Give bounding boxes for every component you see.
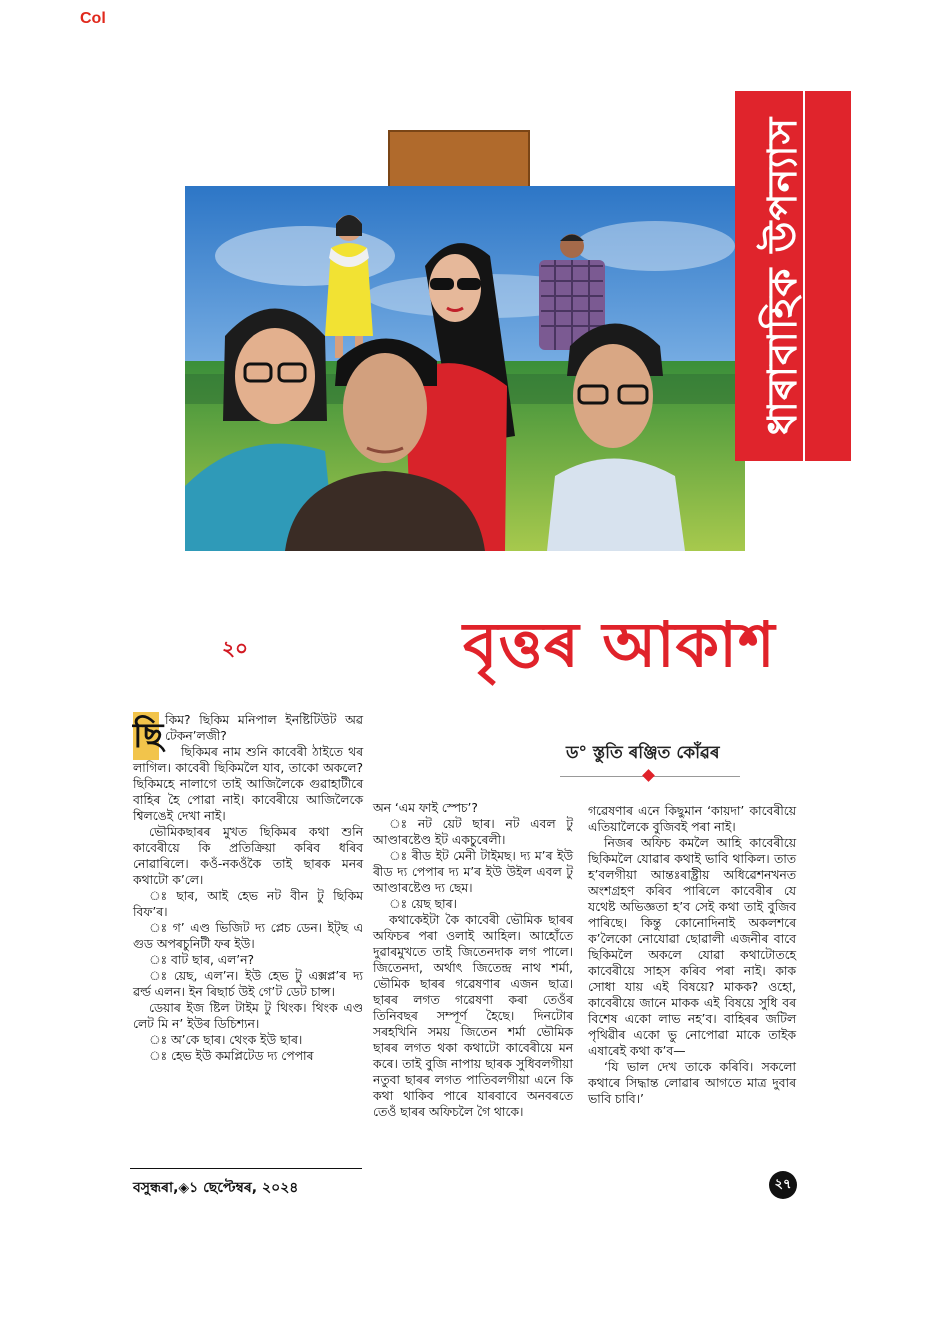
text-column-1 [133, 712, 363, 1064]
paragraph: ছিকিমৰ নাম শুনি কাবেৰী ঠাইতে থৰ লাগিল। কাবেৰী ছিকিমলৈ যাব, তাকো অকলে? ছিকিমহে নালাগে তাই আজিলৈকে গুৱাহাটীৰে বাহিৰ হৈ পোৱা নাই। কাবেৰীয়ে আজিলৈকে শ্বিলঙেই দেখা নাই। [133, 745, 363, 823]
paragraph: ঃ য়েছ ছাৰ। [389, 897, 457, 911]
episode-number: ২০ [222, 636, 249, 660]
novel-title: বৃত্তৰ আকাশ [463, 608, 776, 681]
drop-cap: ছি [133, 712, 159, 760]
text-column-2 [373, 800, 573, 1120]
series-label: ধাৰাবাহিক উপন্যাস [760, 116, 806, 436]
author-name: ড° স্তুতি ৰঞ্জিত কোঁৱৰ [566, 743, 720, 763]
page-number: ২৭ [769, 1171, 797, 1199]
paragraph: ঃ গ’ এণ্ড ভিজিট দ্য প্লেচ ডেন। ইট্‌ছ এ গুড অপৰচুনিটী ফৰ ইউ। [133, 921, 363, 951]
paragraph: গৱেষণাৰ এনে কিছুমান ‘কায়দা’ কাবেৰীয়ে এতিয়ালৈকে বুজিবই পৰা নাই। [588, 804, 796, 834]
diamond-ornament-icon [642, 769, 655, 782]
paragraph: অন ‘এম ফাই স্পেচ’? [373, 801, 478, 815]
series-banner [735, 91, 851, 461]
paragraph: ‘যি ভাল দেখ তাকে কৰিবি। সকলো কথাৰে সিদ্ধান্ত লোৱাৰ আগতে মাত্ৰ দুবাৰ ভাবি চাবি।’ [588, 1060, 796, 1106]
footer-issue-line: বসুন্ধৰা,◈১ ছেপ্টেম্বৰ, ২০২৪ [133, 1180, 299, 1196]
paragraph: ঃ বাট ছাৰ, এল’ন? [149, 953, 255, 967]
paragraph: কিম? ছিকিম মনিপাল ইনষ্টিটিউট অৱ টেকন’লজী? [165, 713, 363, 743]
paragraph: ঃ অ’কে ছাৰ। থেংক ইউ ছাৰ। [149, 1033, 303, 1047]
paragraph: ঃ নট য়েট ছাৰ। নট এবল টু আণ্ডাৰষ্টেণ্ড ইট একচুৰেলী। [373, 817, 573, 847]
paragraph: নিজৰ অফিচ কমলৈ আহি কাবেৰীয়ে ছিকিমলৈ যোৱাৰ কথাই ভাবি থাকিল। তাত হ’বলগীয়া আন্তঃৰাষ্ট্ৰীয় অধিৱেশনখনত অংশগ্ৰহণ কৰিব পাৰিলে কাবেৰীৰ যে যথেষ্ট অভিজ্ঞতা হ’ব সেই কথা তাই বুজিব পাৰিছে। কিন্তু কোনোদিনাই অকলশৰে ক’লৈকো নোযোৱা ছোৱালী এজনীৰ বাবে ছিকিমলৈ অকলে যোৱা কথাটোতহে কাবেৰীয়ে সাহস কৰিব পৰা নাই। কাক সোধা যায় এই বিষয়ে? মাকক? ওহো, কাবেৰীয়ে জানে মাকক এই বিষয়ে সুধি বৰ বিশেষ একো লাভ নহ’ব। বাহিৰৰ জটিল পৃথিৱীৰ একো ভু নোপোৱা মাকে তাইক এষাৰেই কথা ক’ব— [588, 836, 796, 1058]
paragraph: ভৌমিকছাৰৰ মুখত ছিকিমৰ কথা শুনি কাবেৰীয়ে কি প্রতিক্রিয়া কৰিব ধৰিব নোৱাৰিলে। কওঁ-নকওঁকৈ তাই ছাৰক মনৰ কথাটো ক’লে। [133, 825, 363, 887]
paragraph: ঃ য়েছ, এল’ন। ইউ হেভ টু এক্সপ্ল’ৰ দ্য ৱৰ্ল্ড এলন। ইন ৰিছাৰ্চ উই গে’ট ডেট চান্স। [133, 969, 363, 999]
paragraph: ঃ হেভ ইউ কমপ্লিটেড দ্য পেপাৰ [149, 1049, 314, 1063]
paragraph: কথাকেইটা কৈ কাবেৰী ভৌমিক ছাৰৰ অফিচৰ পৰা ওলাই আহিল। আহোঁতে দুৱাৰমুখতে তাই জিতেনদাক লগ পালে। জিতেনদা, অৰ্থাৎ জিতেন্দ্ৰ নাথ শৰ্মা, ভৌমিক ছাৰৰ গৱেষণাৰ এজন ছাত্ৰ। ছাৰৰ লগত গৱেষণা কৰা তেওঁৰ তিনিবছৰ সম্পূৰ্ণ হৈছে। দিনটোৰ সৰহখিনি সময় জিতেন শৰ্মা ভৌমিক ছাৰৰ লগত থকা কথাটো কাবেৰীয়ে মন কৰে। তাই বুজি নাপায় ছাৰক সুধিবলগীয়া নতুবা ছাৰৰ লগত পাতিবলগীয়া এনে কি কথা থাকিব পাৰে যাৰবাবে অনবৰতে তেওঁ ছাৰৰ অফিচলৈ গৈ থাকে। [373, 913, 573, 1119]
paragraph: ঃ ৰীড ইট মেনী টাইমছ। দ্য ম’ৰ ইউ ৰীড দ্য পেপাৰ দ্য ম’ৰ ইউ উইল এবল টু আণ্ডাৰষ্টেণ্ড দ্য ছেম। [373, 849, 573, 895]
cover-illustration [185, 186, 745, 551]
paragraph: ঃ ছাৰ, আই হেভ নট বীন টু ছিকিম বিফ’ৰ। [133, 889, 363, 919]
easel-board [388, 130, 530, 188]
paragraph: ডেয়াৰ ইজ ষ্টিল টাইম টু থিংক। থিংক এণ্ড লেট মি ন’ ইউৰ ডিচিশ্যন। [133, 1001, 363, 1031]
corner-mark: Col [80, 10, 106, 27]
footer-rule [130, 1168, 362, 1169]
text-column-3 [588, 803, 796, 1107]
